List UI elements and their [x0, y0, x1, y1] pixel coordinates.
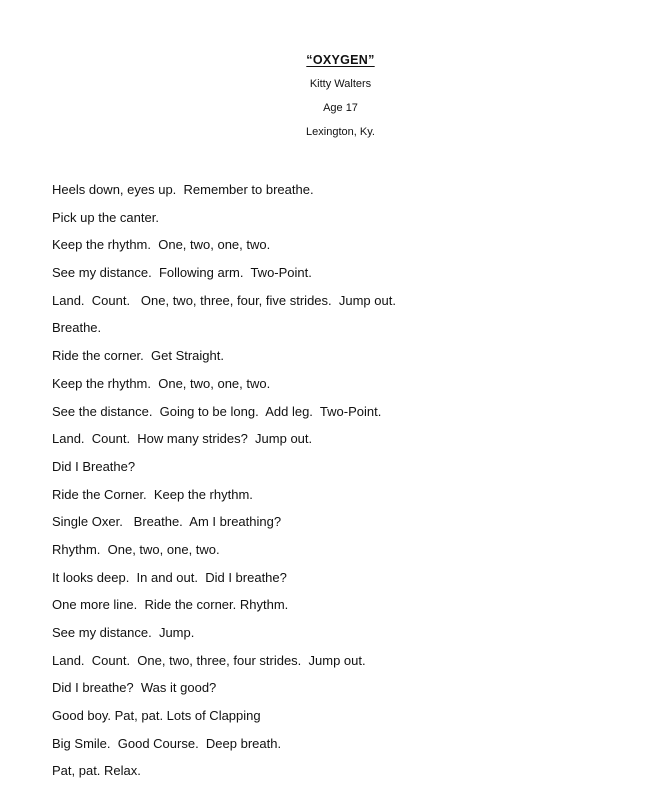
- poem-line: Ride the corner. Get Straight.: [52, 348, 224, 364]
- poem-line: Heels down, eyes up. Remember to breathe.: [52, 182, 314, 197]
- poem-line: It looks deep. In and out. Did I breathe?: [52, 569, 287, 585]
- poem-line: Did I breathe? Was it good?: [52, 680, 217, 696]
- poem-line: Pick up the canter.: [52, 209, 159, 225]
- poem-line: See my distance. Jump.: [52, 625, 195, 640]
- poem-line: See my distance. Following arm. Two-Point.: [52, 265, 312, 281]
- poem-line: Big Smile. Good Course. Deep breath.: [52, 735, 282, 751]
- poem-line: Land. Count. One, two, three, four, five strides. Jump out.: [52, 292, 396, 308]
- poem-line: Ride the Corner. Keep the rhythm.: [52, 486, 253, 502]
- poem-line: Good boy. Pat, pat. Lots of Clapping: [52, 708, 261, 724]
- author-age: Age 17: [323, 102, 358, 114]
- poem-line: Land. Count. One, two, three, four strides. Jump out.: [52, 652, 366, 668]
- poem-title: “OXYGEN”: [306, 53, 375, 67]
- poem-line: Breathe.: [52, 320, 102, 336]
- poem-line: Keep the rhythm. One, two, one, two.: [52, 375, 271, 391]
- poem-line: Rhythm. One, two, one, two.: [52, 541, 220, 557]
- poem-line: Pat, pat. Relax.: [52, 763, 141, 779]
- poem-line: Keep the rhythm. One, two, one, two.: [52, 237, 271, 253]
- poem-line: Single Oxer. Breathe. Am I breathing?: [52, 514, 282, 530]
- document-header: [0, 50, 647, 144]
- poem-line: One more line. Ride the corner. Rhythm.: [52, 597, 289, 613]
- author-name: Kitty Walters: [309, 78, 372, 90]
- poem-body: [52, 176, 612, 785]
- poem-line: Did I Breathe?: [52, 458, 136, 474]
- author-location: Lexington, Ky.: [306, 126, 375, 138]
- poem-line: Land. Count. How many strides? Jump out.: [52, 431, 313, 447]
- poem-line: See the distance. Going to be long. Add leg. Two-Point.: [52, 403, 382, 419]
